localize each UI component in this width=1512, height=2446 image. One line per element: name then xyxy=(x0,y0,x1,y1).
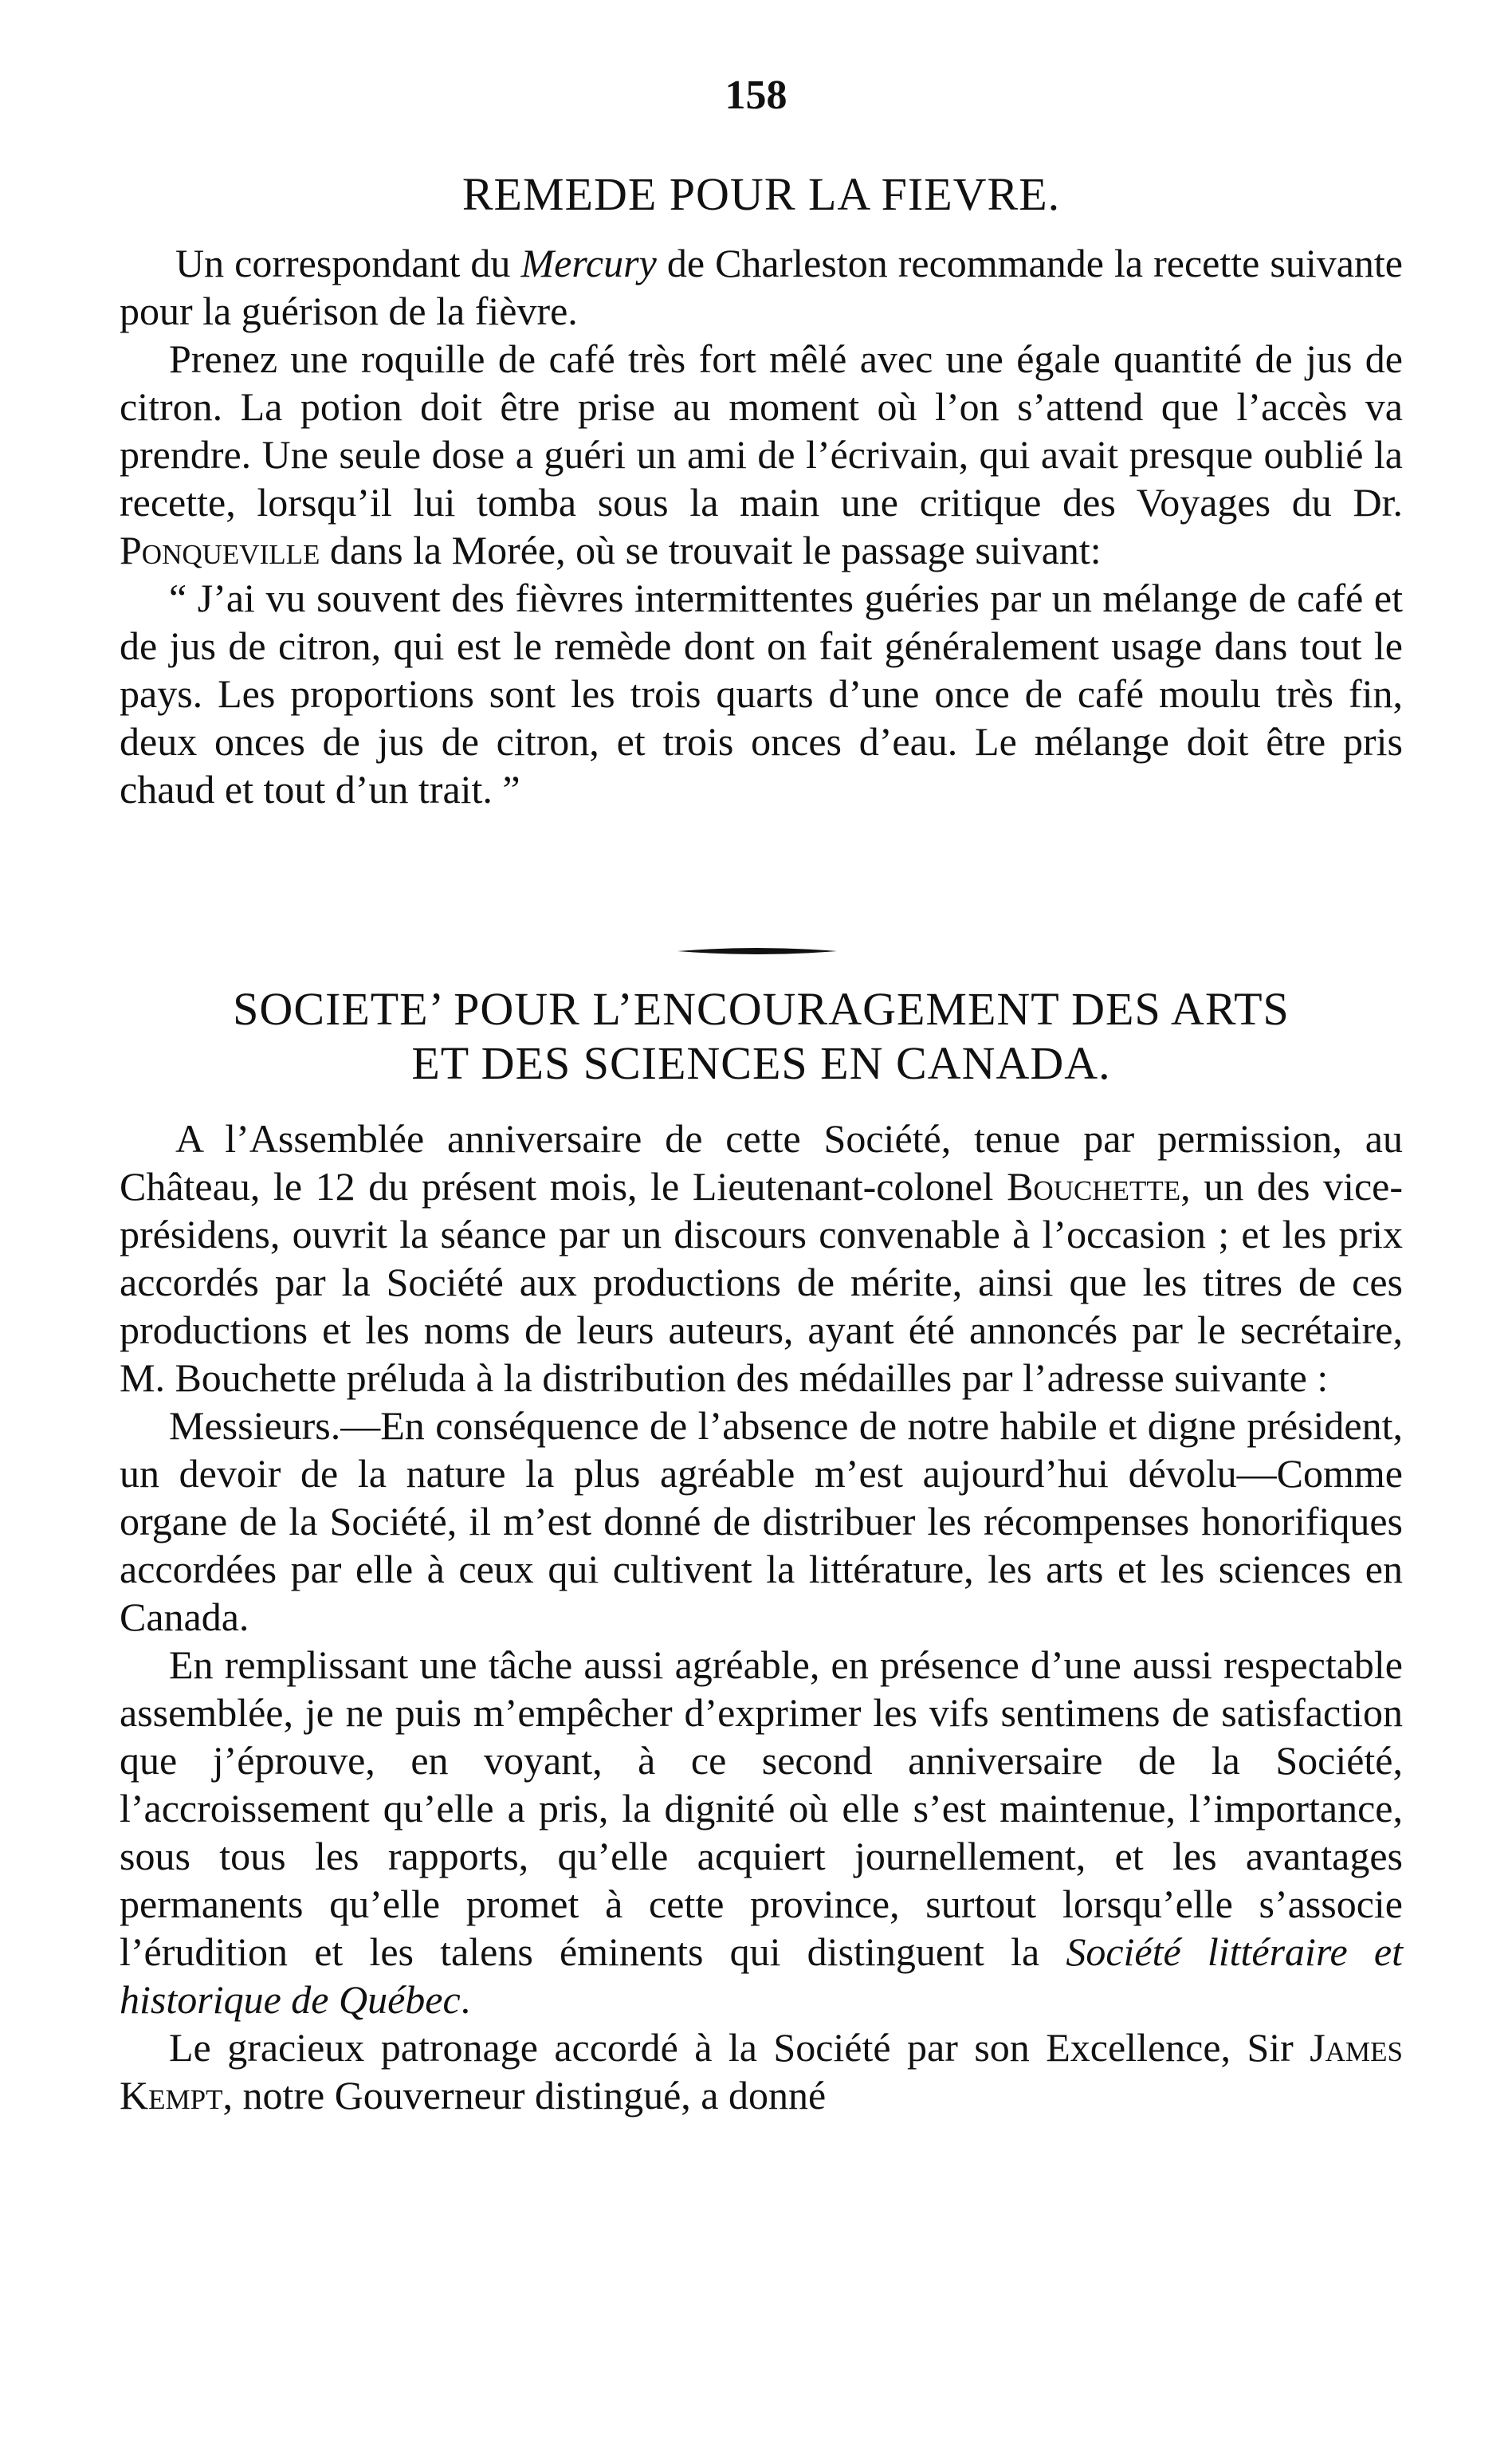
paragraph xyxy=(120,1115,1403,1402)
paragraph xyxy=(120,2023,1403,2119)
article-title-remedy: REMEDE POUR LA FIEVRE. xyxy=(461,168,1061,220)
person-name: James Kempt xyxy=(120,2025,1403,2118)
paragraph xyxy=(120,239,1403,335)
text-run: dans la Morée, où se trouvait le passage suivant: xyxy=(320,528,1102,572)
text-run: Le gracieux patronage accordé à la Société par son Excellence, Sir xyxy=(169,2025,1310,2070)
text-run: En remplissant une tâche aussi agréable, en présence d’une aussi respectable assemblée, je ne puis m’empêcher d’exprimer les vifs sentimens de satisfaction que j’éprouve, en voyant, à ce second anniversaire de la Société, l’accroissement qu’elle a pris, la dignité où elle s’est maintenue, l’importance, sous tous les rapports, qu’elle acquiert journellement, et les avantages permanents qu’elle promet à cette province, surtout lorsqu’elle s’associe l’érudition et les talens éminents qui distinguent la xyxy=(120,1642,1403,1974)
article-remedy-body xyxy=(120,239,1403,813)
paragraph xyxy=(120,335,1403,574)
page-number: 158 xyxy=(725,73,787,118)
newspaper-name: Mercury xyxy=(520,241,657,285)
text-run: Prenez une roquille de café très fort mêlé avec une égale quantité de jus de citron. La potion doit être prise au moment où l’on s’attend que l’accès va prendre. Une seule dose a guéri un ami de l’écrivain, qui avait presque oublié la recette, lorsqu’il lui tomba sous la main une critique des Voyages du Dr. xyxy=(120,336,1403,525)
article-title-society xyxy=(104,982,1419,1091)
quotation-paragraph: “ J’ai vu souvent des fièvres intermittentes guéries par un mélange de café et de jus de citron, qui est le remède dont on fait généralement usage dans tout le pays. Les proportions sont les trois quarts d’une once de café moulu très fin, deux onces de jus de citron, et trois onces d’eau. Le mélange doit être pris chaud et tout d’un trait. ” xyxy=(120,576,1403,812)
paragraph xyxy=(120,1641,1403,2023)
section-divider xyxy=(677,946,837,957)
text-run: . xyxy=(460,1977,471,2022)
person-name: Bouchette xyxy=(1007,1164,1181,1209)
text-run: , un des vice-présidens, ouvrit la séance par un discours convenable à l’occasion ; et les prix accordés par la Société aux productions de mérite, ainsi que les titres de ces productions et les noms de leurs auteurs, ayant été annoncés par le secrétaire, M. Bouchette préluda à la distribution des médailles par l’adresse suivante : xyxy=(120,1164,1403,1400)
paragraph: Messieurs.—En conséquence de l’absence de notre habile et digne président, un devoir de la nature la plus agréable m’est aujourd’hui dévolu—Comme organe de la Société, il m’est donné de distribuer les récompenses honorifiques accordées par elle à ceux qui cultivent la littérature, les arts et les sciences en Canada. xyxy=(120,1403,1403,1639)
article-society-body xyxy=(120,1115,1403,2119)
society-name: Société littéraire et historique de Québec xyxy=(120,1929,1403,2022)
title-line: SOCIETE’ POUR L’ENCOURAGEMENT DES ARTS xyxy=(233,983,1290,1035)
author-name: Ponqueville xyxy=(120,528,320,572)
text-run: de Charleston recommande la recette suivante pour la guérison de la fièvre. xyxy=(120,241,1403,333)
title-line: ET DES SCIENCES EN CANADA. xyxy=(411,1037,1111,1089)
text-run: Un correspondant du xyxy=(175,241,521,285)
text-run: , notre Gouverneur distingué, a donné xyxy=(222,2073,827,2118)
text-run: A l’Assemblée anniversaire de cette Société, tenue par permission, au Château, le 12 du présent mois, le Lieutenant-colonel xyxy=(120,1116,1403,1209)
